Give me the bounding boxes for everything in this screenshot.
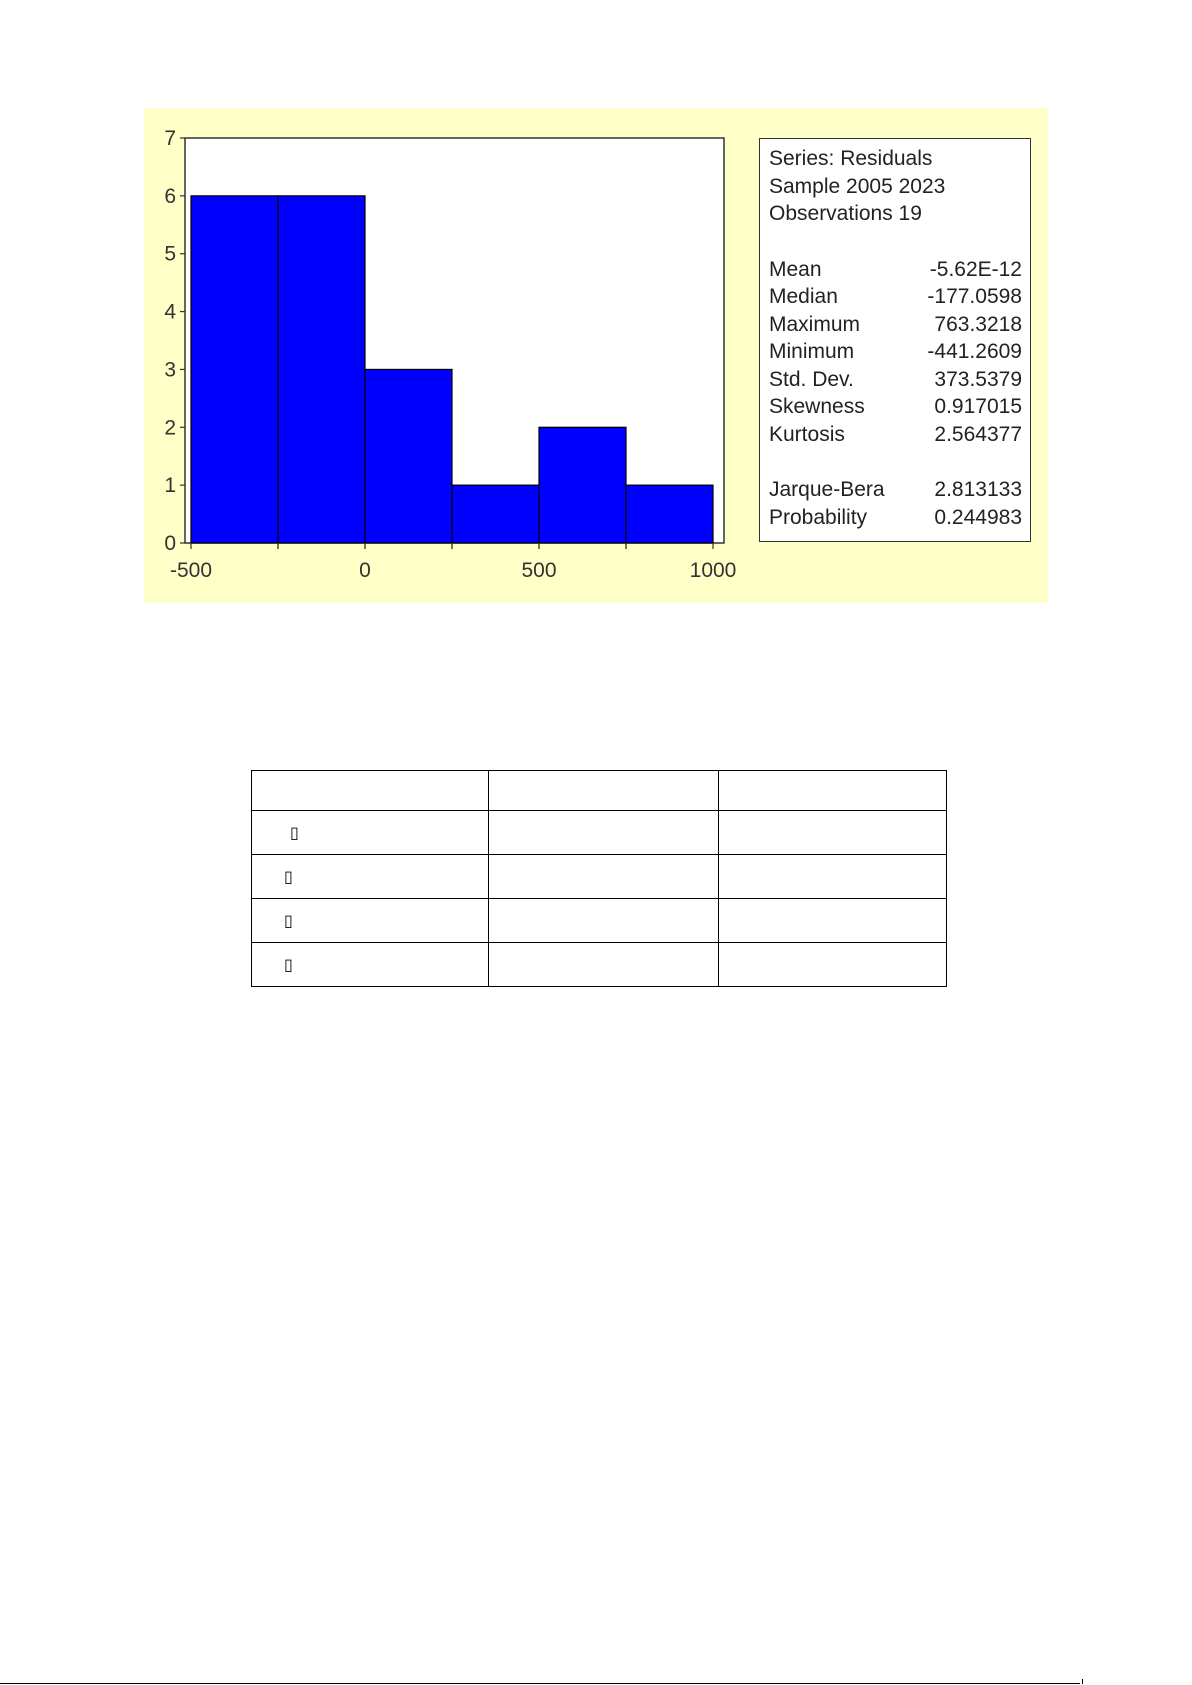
table-cell (719, 899, 947, 943)
table-row (252, 855, 947, 899)
table-cell (489, 899, 719, 943)
table-cell (489, 855, 719, 899)
table-cell (252, 855, 489, 899)
y-tick-label: 7 (164, 127, 176, 150)
table-cell (719, 943, 947, 987)
x-tick-label: 500 (521, 559, 557, 582)
table-cell (252, 899, 489, 943)
histogram-bar (626, 485, 713, 543)
page-footer-tick (1082, 1679, 1083, 1684)
table-row (252, 899, 947, 943)
stat-jarque-bera: Jarque-Bera 2.813133 (769, 478, 1022, 501)
data-table (251, 770, 947, 987)
y-tick-label: 2 (164, 416, 176, 440)
table-cell (489, 943, 719, 987)
x-tick-label: 0 (359, 559, 371, 582)
table-cell (489, 771, 719, 811)
histogram-bar (365, 369, 452, 543)
histogram-bar (278, 196, 365, 543)
y-tick-label: 6 (164, 184, 176, 208)
stat-probability: Probability 0.244983 (769, 505, 1022, 529)
y-tick-label: 4 (164, 300, 176, 324)
stats-sample: Sample 2005 2023 (769, 174, 946, 198)
stats-panel (759, 138, 1031, 542)
y-tick-label: 5 (164, 242, 176, 266)
missing-glyph: ▯ (290, 823, 299, 842)
table-row (252, 811, 947, 855)
stat-skewness: Skewness 0.917015 (769, 395, 1022, 418)
table-row (252, 771, 947, 811)
table-cell (719, 811, 947, 855)
y-tick-label: 3 (164, 358, 176, 382)
histogram-figure (144, 108, 1048, 603)
histogram-bar (539, 427, 626, 543)
table-cell (252, 811, 489, 855)
table-cell (719, 855, 947, 899)
stat-median: Median -177.0598 (769, 285, 1022, 308)
y-tick-label: 1 (164, 474, 176, 498)
histogram-bar (452, 485, 539, 543)
x-tick-label: 1000 (689, 559, 737, 582)
stat-maximum: Maximum 763.3218 (769, 312, 1022, 336)
missing-glyph: ▯ (284, 911, 293, 930)
table-cell (489, 811, 719, 855)
stat-mean: Mean -5.62E-12 (769, 257, 1022, 281)
page-footer-rule (0, 1683, 1080, 1684)
stats-observations: Observations 19 (769, 202, 922, 225)
table-cell (252, 771, 489, 811)
stats-series: Series: Residuals (769, 147, 933, 170)
missing-glyph: ▯ (284, 867, 293, 886)
x-tick-label: -500 (169, 559, 213, 582)
histogram-bar (191, 196, 278, 543)
table-row (252, 943, 947, 987)
stat-std-dev: Std. Dev. 373.5379 (769, 367, 1022, 391)
table-cell (252, 943, 489, 987)
stat-minimum: Minimum -441.2609 (769, 340, 1022, 363)
missing-glyph: ▯ (284, 955, 293, 974)
y-tick-label: 0 (164, 532, 176, 555)
table-cell (719, 771, 947, 811)
stat-kurtosis: Kurtosis 2.564377 (769, 422, 1022, 446)
